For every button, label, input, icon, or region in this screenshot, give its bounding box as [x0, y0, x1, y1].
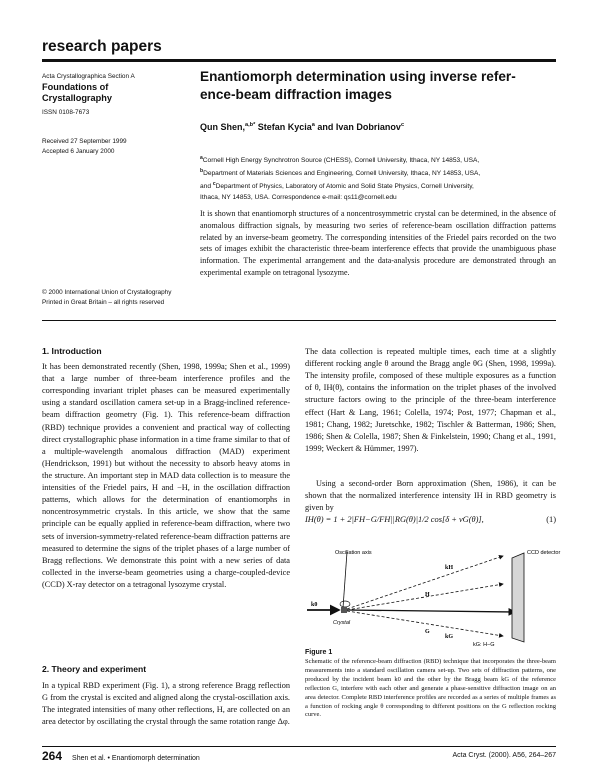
affiliation-b: Department of Materials Sciences and Engineering, Cornell University, Ithaca, NY 14853, USA, — [203, 170, 481, 178]
affil-mark: b — [200, 167, 204, 174]
oscillation-axis-line — [343, 552, 347, 608]
copyright: © 2000 International Union of Crystallography — [42, 289, 172, 296]
printed-note: Printed in Great Britain – all rights reserved — [42, 298, 165, 306]
journal-title-line-1: Foundations of — [42, 81, 109, 92]
figure-1-diagram — [305, 542, 561, 648]
title-line-2: ence-beam diffraction images — [200, 87, 392, 103]
equation-number: (1) — [546, 515, 556, 524]
affiliation-c-cont: Ithaca, NY 14853, USA. Correspondence e-mail: qs11@cornell.edu — [200, 193, 397, 201]
affiliation-a: Cornell High Energy Synchrotron Source (CHESS), Cornell University, Ithaca, NY 14853, USA, — [202, 157, 480, 165]
crystal-shape — [341, 607, 347, 613]
kh-label: kH — [445, 565, 454, 571]
header-rule — [42, 59, 556, 62]
received-date: Received 27 September 1999 — [42, 138, 127, 145]
author-name: and Ivan Dobrianov — [314, 122, 401, 132]
accepted-date: Accepted 6 January 2000 — [42, 147, 115, 155]
transmitted-beam — [347, 610, 515, 612]
journal-series: Acta Crystallographica Section A — [42, 73, 135, 80]
k0-label: k0 — [311, 602, 318, 608]
affil-mark: a — [200, 155, 203, 161]
footer-left — [42, 749, 200, 763]
equation-body: IH(θ) = 1 + 2|FH−G/FH||RG(θ)|1/2 cos[δ + νG(θ)], — [305, 515, 484, 524]
figure-1-caption — [305, 648, 556, 720]
dates — [42, 137, 184, 157]
paper-title — [200, 68, 556, 104]
footer-rule — [42, 746, 556, 747]
author-list — [200, 122, 404, 132]
abstract: It is shown that enantiomorph structures of a noncentrosymmetric crystal can be determined, in the absence of anomalous diffraction signals, by measuring two series of reference-beam oscillation diffraction patterns related by an inverse-beam geometry. The corresponding intensities of the Friedel pairs recorded on the two sets of images exhibit the characteristic three-beam interference effects that provide the unambiguous phase information. The experimental arrangement and the data-analysis procedure are demonstrated through an experimental example on tetragonal lysozyme. — [200, 209, 556, 277]
crystal-label: Crystal — [333, 620, 351, 626]
rotation-ellipse — [340, 601, 350, 607]
ccd-detector — [512, 553, 524, 642]
equation-1 — [305, 515, 556, 524]
abstract-rule — [42, 320, 556, 321]
affil-connector: and — [200, 182, 213, 190]
kg-label: kG — [445, 634, 454, 640]
author-affil-mark: a — [311, 122, 315, 128]
g-label: G — [425, 629, 430, 635]
figure-caption-text: Schematic of the reference-beam diffraction (RBD) technique that incorporates the three-beam measurements into a standard oscillation camera set-up. Two sets of diffraction patterns, one produced by the incident beam k0 and the other by the Bragg beam kG of the reference reflection G, interfere with each other and generate a phase-sensitive diffraction image on an area detector. Complete RBD interference profiles are recorded as a series of multiple frames as a function of rocking angle θ corresponding to different positions on the G reflection rocking curve. — [305, 657, 556, 719]
running-title: Shen et al. • Enantiomorph determination — [72, 755, 200, 762]
oscillation-axis-label: Oscillation axis — [335, 550, 372, 556]
journal-title-line-2: Crystallography — [42, 93, 112, 104]
title-line-1: Enantiomorph determination using inverse refer- — [200, 69, 516, 84]
section-header: research papers — [42, 38, 162, 55]
relation-label: kG: H−G — [473, 642, 495, 648]
affiliation-c: Department of Physics, Laboratory of Atomic and Solid State Physics, Cornell University, — [215, 182, 474, 190]
copyright-block — [42, 288, 184, 308]
figure-label: Figure 1 — [305, 649, 333, 656]
author-name: Stefan Kycia — [255, 122, 312, 132]
author-affil-mark: c — [400, 122, 405, 128]
detector-label: CCD detector — [527, 550, 561, 556]
author-name: Qun Shen, — [200, 122, 245, 132]
intro-paragraph: It has been demonstrated recently (Shen, 1998, 1999a; Shen et al., 1999) that a large number of three-beam interference profiles and the corresponding invariant triplet phases can be measured experimentally using a standard oscillation camera set-up in a Bragg-inclined reference-beam diffraction geometry (Fig. 1). This reference-beam diffraction (RBD) technique provides a convenient and practical way of collecting direct crystallographic phase information in a time frame similar to that of a multiple-wavelength anomalous diffraction (MAD) experiment (Hendrickson, 1991) but without the necessity to absorb heavy atoms in the structure. An important step in MAD data collection is to measure the intensities of the Friedel pairs, H and −H, in the oscillation diffraction patterns, which allows for the determination of enantiomorphs in noncentrosymmetric crystals. In this article, we show that the same principle can be equally applied in reference-beam diffraction, where two sets of inversion-symmetry-related reference-beam diffraction patterns are measured to determine the signs of the triplet phases of a large number of Bragg reflections. We demonstrate this point with a new series of data collected in the inverse-beam geometries using a charge-coupled-device (CCD) X-ray detector on a tetragonal lysozyme crystal. — [42, 362, 290, 589]
issn: ISSN 0108-7673 — [42, 108, 90, 116]
theory-heading: 2. Theory and experiment — [42, 664, 147, 674]
theory-paragraph: In a typical RBD experiment (Fig. 1), a strong reference Bragg reflection G from the crystal is excited and aligned along the crystal-oscillation axis. The integrated intensities of many other reflections, H, are collected on an area detector by oscillating the crystal through the same rotation range Δφ. — [42, 681, 290, 727]
intro-heading: 1. Introduction — [42, 346, 102, 356]
h-label: H — [425, 592, 430, 598]
affil-mark: c — [212, 180, 216, 187]
right-paragraph-2: Using a second-order Born approximation (Shen, 1986), it can be shown that the normalized interference intensity IH in RBD geometry is given by — [305, 479, 556, 513]
right-paragraph-1: The data collection is repeated multiple times, each time at a slightly different rocking angle θ around the Bragg angle θG (Shen, 1998, 1999a). The intensity profile, composed of these multiple exposures as a function of θ, IH(θ), contains the information on the triplet phases of the involved structure factors owing to the principle of the three-beam interference effect (Hart & Lang, 1961; Colella, 1974; Post, 1977; Chapman et al., 1981; Chang, 1982; Juretschke, 1982; Tischler & Batterman, 1986; Shen, 1986; Shen & Colella, 1987; Shen & Finkelstein, 1990; Chang et al., 1991, 1999; Weckert & Hümmer, 1997). — [305, 347, 556, 453]
affiliations — [200, 154, 556, 203]
citation: Acta Cryst. (2000). A56, 264–267 — [452, 752, 556, 759]
page-number: 264 — [42, 749, 63, 763]
author-affil-mark: a,b* — [245, 122, 256, 128]
kh-beam — [347, 556, 503, 609]
journal-info — [42, 72, 184, 118]
